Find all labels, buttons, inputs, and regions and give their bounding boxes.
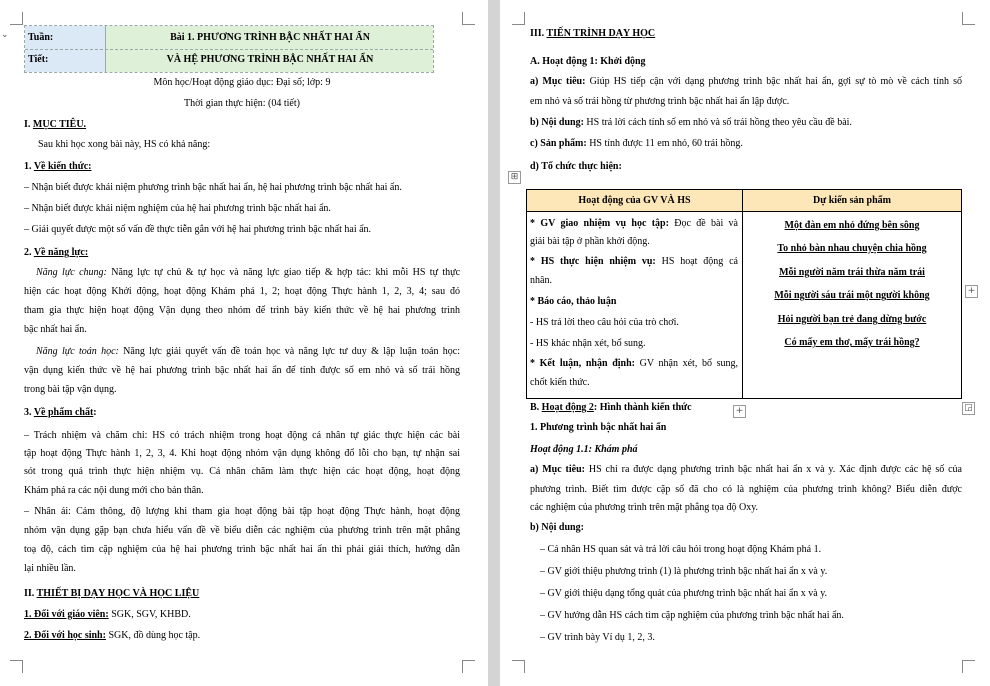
crop-mark xyxy=(462,660,475,673)
competence-heading xyxy=(24,246,88,259)
paragraph-text: GV nhận xét, bổ sung, xyxy=(634,358,738,369)
collapse-chevron-icon[interactable]: ⌄ xyxy=(1,30,9,40)
tuan-label: Tuần: xyxy=(28,32,54,43)
paragraph-text: Năng lực tự chủ & tự học và năng lực giao tiếp & hợp tác: khi mỗi HS tự thực xyxy=(106,267,461,278)
paragraph-line: – Trách nhiệm và chăm chỉ: HS có trách nhiệm trong hoạt động cá nhân tự giác thực hiện các bài xyxy=(24,430,460,441)
table-move-handle-icon[interactable]: ⊞ xyxy=(508,171,521,184)
section-number: II. xyxy=(24,588,37,599)
paragraph-line: nhóm vận dụng gặp bạn chưa hiểu vấn đề về biểu diễn các nghiệm của phương trình trên mặt phẳng xyxy=(24,525,460,536)
table-cell-line: chốt kiến thức. xyxy=(530,377,590,388)
subsection-heading: 1. Phương trình bậc nhất hai ẩn xyxy=(530,422,667,433)
poem-line: Có mấy em thơ, mấy trái hồng? xyxy=(784,337,920,348)
heading-number: 1. xyxy=(24,161,34,172)
list-item: – GV hướng dẫn HS cách tìm cặp nghiệm của phương trình bậc nhất hai ẩn. xyxy=(540,610,844,621)
table-cell-line: - HS khác nhận xét, bổ sung. xyxy=(530,338,646,349)
header-row-divider xyxy=(25,49,433,50)
content-line xyxy=(530,116,852,129)
paragraph-line: phương trình. Biết tìm được cặp số đã cho có là nghiệm của phương trình không? Biểu diễn được xyxy=(530,484,962,495)
paragraph-line: tập hoạt động Thực hành 1, 2, 3, 4. Khi hoạt động nhóm vận dụng không đổ lỗi cho bạn, tự nhận sai xyxy=(24,448,460,459)
heading-title: Về phẩm chất xyxy=(33,407,94,418)
table-cell-line xyxy=(530,217,738,230)
paragraph-text: Đọc đề bài và xyxy=(668,218,738,229)
task-label: * HS thực hiện nhiệm vụ: xyxy=(530,256,656,267)
task-label: * Kết luận, nhận định: xyxy=(530,358,635,369)
paragraph-text: HS hoạt động cá xyxy=(655,256,738,267)
qualities-heading xyxy=(24,406,97,419)
list-item: – GV giới thiệu dạng tổng quát của phương trình bậc nhất hai ẩn x và y. xyxy=(540,588,828,599)
activity-1-1-heading: Hoạt động 1.1: Khám phá xyxy=(530,444,638,455)
poem-line: Hỏi người bạn trẻ đang dừng bước xyxy=(777,314,927,325)
lesson-header-table xyxy=(24,25,434,73)
math-competence-line xyxy=(36,345,460,358)
table-resize-icon[interactable]: ◲ xyxy=(962,402,975,415)
section-iii-heading xyxy=(530,27,655,40)
page-gap xyxy=(488,0,500,686)
table-cell-line xyxy=(530,357,738,370)
paragraph-text: Giúp HS tiếp cận với dạng phương trình bậc nhất hai ẩn, gợi sự tò mò về cách tính số xyxy=(585,76,962,87)
paragraph-line: lại nhiều lần. xyxy=(24,563,76,574)
heading-colon: : xyxy=(93,407,97,418)
knowledge-item: – Nhận biết được khái niệm phương trình bậc nhất hai ẩn, hệ hai phương trình bậc nhất hai ẩn. xyxy=(24,182,402,193)
section-i-heading xyxy=(24,118,86,131)
crop-mark xyxy=(962,660,975,673)
paragraph-line: bậc nhất hai ẩn. xyxy=(24,324,87,335)
duration-line: Thời gian thực hiện: (04 tiết) xyxy=(184,98,300,109)
paragraph-line: vận dụng kiến thức về hệ hai phương trình bậc nhất hai ẩn để tính được số em nhỏ và số trái hồng xyxy=(24,365,460,376)
list-item: – GV trình bày Ví dụ 1, 2, 3. xyxy=(540,632,655,643)
paragraph-line: toạ độ, cách tìm cặp nghiệm của hệ hai phương trình bậc nhất hai ẩn thì phải giải thích, hướng dẫn xyxy=(24,544,460,555)
product-line xyxy=(530,137,743,150)
section-ii-heading xyxy=(24,587,199,600)
table-cell-line: nhân. xyxy=(530,275,552,286)
organization-label: d) Tổ chức thực hiện: xyxy=(530,161,622,172)
objective-line xyxy=(530,463,962,476)
table-cell-line: - HS trả lời theo câu hỏi của trò chơi. xyxy=(530,317,679,328)
crop-mark xyxy=(10,12,23,25)
lesson-title-line2: VÀ HỆ PHƯƠNG TRÌNH BẬC NHẤT HAI ẨN xyxy=(166,54,374,65)
table-header-activities: Hoạt động của GV VÀ HS xyxy=(578,195,691,206)
lesson-title-line1: Bài 1. PHƯƠNG TRÌNH BẬC NHẤT HAI ẨN xyxy=(170,32,370,43)
paragraph-text: HS chỉ ra được dạng phương trình bậc nhất hai ẩn x và y. Xác định được các hệ số của xyxy=(584,464,962,475)
crop-mark xyxy=(10,660,23,673)
section-number: I. xyxy=(24,119,33,130)
activity-table xyxy=(526,189,962,399)
poem-line: Mỗi người sáu trái một người không xyxy=(774,290,930,301)
content-label: b) Nội dung: xyxy=(530,522,584,533)
activity-b-heading xyxy=(530,401,692,414)
heading-number: 3. xyxy=(24,407,34,418)
knowledge-item: – Giải quyết được một số vấn đề thực tiễn gắn với hệ hai phương trình bậc nhất hai ẩn. xyxy=(24,224,372,235)
right-page xyxy=(500,0,990,686)
paragraph-line: các nghiệm của phương trình trên mặt phẳng tọa độ Oxy. xyxy=(530,502,759,513)
paragraph-text: Năng lực giải quyết vấn đề toán học và năng lực tư duy & lập luận toán học: xyxy=(118,346,461,357)
subject-line: Môn học/Hoạt động giáo dục: Đại số; lớp: 9 xyxy=(153,77,331,88)
section-title: MỤC TIÊU. xyxy=(32,119,87,130)
table-cell-line xyxy=(530,255,738,268)
activity-a-heading: A. Hoạt động 1: Khởi động xyxy=(530,56,646,67)
student-materials-line xyxy=(24,629,200,642)
heading-title: Về năng lực: xyxy=(33,247,89,258)
poem-line: To nhỏ bàn nhau chuyện chia hồng xyxy=(777,243,927,254)
knowledge-item: – Nhận biết được khái niệm nghiệm của hệ hai phương trình bậc nhất hai ẩn. xyxy=(24,203,331,214)
paragraph-text: HS trả lời cách tính số em nhỏ và số trái hồng theo yêu cầu đề bài. xyxy=(583,117,852,128)
teacher-text: SGK, SGV, KHBD. xyxy=(108,609,191,620)
crop-mark xyxy=(512,12,525,25)
table-cell-line: * Báo cáo, thảo luận xyxy=(530,296,617,307)
paragraph-text: HS tính được 11 em nhỏ, 60 trái hồng. xyxy=(586,138,743,149)
add-column-icon[interactable]: + xyxy=(965,285,978,298)
product-label: c) Sản phẩm: xyxy=(530,138,587,149)
heading-prefix: B. xyxy=(530,402,542,413)
heading-title: Về kiến thức: xyxy=(33,161,92,172)
heading-number: 2. xyxy=(24,247,34,258)
student-label: 2. Đối với học sinh: xyxy=(24,630,106,641)
task-label: * GV giao nhiệm vụ học tập: xyxy=(530,218,669,229)
paragraph-line: tham gia thực hiện hoạt động Vận dụng theo nhóm để trình bày kiến thức về hệ hai phương trình xyxy=(24,305,460,316)
heading-rest: : Hình thành kiến thức xyxy=(593,402,692,413)
poem-line: Mỗi người năm trái thừa năm trái xyxy=(779,267,925,278)
paragraph-line: Khám phá ra các nội dung mới cho bản thân. xyxy=(24,485,204,496)
paragraph-line: – Nhân ái: Cảm thông, độ lượng khi tham gia hoạt động bài tập hoạt động Thực hành, hoạt động xyxy=(24,506,460,517)
objective-label: a) Mục tiêu: xyxy=(530,76,586,87)
list-item: – Cá nhân HS quan sát và trả lời câu hỏi trong hoạt động Khám phá 1. xyxy=(540,544,822,555)
teacher-label: 1. Đối với giáo viên: xyxy=(24,609,109,620)
objective-label: a) Mục tiêu: xyxy=(530,464,585,475)
tiet-label: Tiết: xyxy=(28,54,49,65)
heading-title: Hoạt động 2 xyxy=(541,402,594,413)
list-item: – GV giới thiệu phương trình (1) là phương trình bậc nhất hai ẩn x và y. xyxy=(540,566,828,577)
paragraph-line: sót trong quá trình thực hiện nhiệm vụ. Cá nhân chăm làm thực hiện các hoạt động, hoạt động xyxy=(24,466,460,477)
general-competence-label: Năng lực chung: xyxy=(36,267,107,278)
left-page xyxy=(0,0,488,686)
table-cell-line: giải bài tập ở phần khởi động. xyxy=(530,236,650,247)
paragraph-line: trong bài tập vận dụng. xyxy=(24,384,117,395)
teacher-materials-line xyxy=(24,608,191,621)
general-competence-line xyxy=(36,266,460,279)
content-label: b) Nội dung: xyxy=(530,117,584,128)
section-i-intro: Sau khi học xong bài này, HS có khả năng: xyxy=(38,139,211,150)
table-header-products: Dự kiến sản phẩm xyxy=(813,195,891,206)
section-title: TIẾN TRÌNH DẠY HỌC xyxy=(546,28,656,39)
paragraph-line: em nhỏ và số trái hồng từ phương trình bậc nhất hai ẩn lập được. xyxy=(530,96,790,107)
poem-line: Một đàn em nhỏ đứng bên sông xyxy=(784,220,920,231)
section-number: III. xyxy=(530,28,547,39)
crop-mark xyxy=(462,12,475,25)
section-title: THIẾT BỊ DẠY HỌC VÀ HỌC LIỆU xyxy=(36,588,200,599)
student-text: SGK, đồ dùng học tập. xyxy=(105,630,201,641)
crop-mark xyxy=(962,12,975,25)
paragraph-line: hiện các hoạt động Khởi động, hoạt động Khám phá 1, 2; hoạt động Thực hành 1, 2, 3, 4; sau đó xyxy=(24,286,460,297)
table-column-divider xyxy=(742,211,743,398)
objective-line xyxy=(530,75,962,88)
math-competence-label: Năng lực toán học: xyxy=(36,346,119,357)
add-row-icon[interactable]: + xyxy=(733,405,746,418)
crop-mark xyxy=(512,660,525,673)
knowledge-heading xyxy=(24,160,92,173)
